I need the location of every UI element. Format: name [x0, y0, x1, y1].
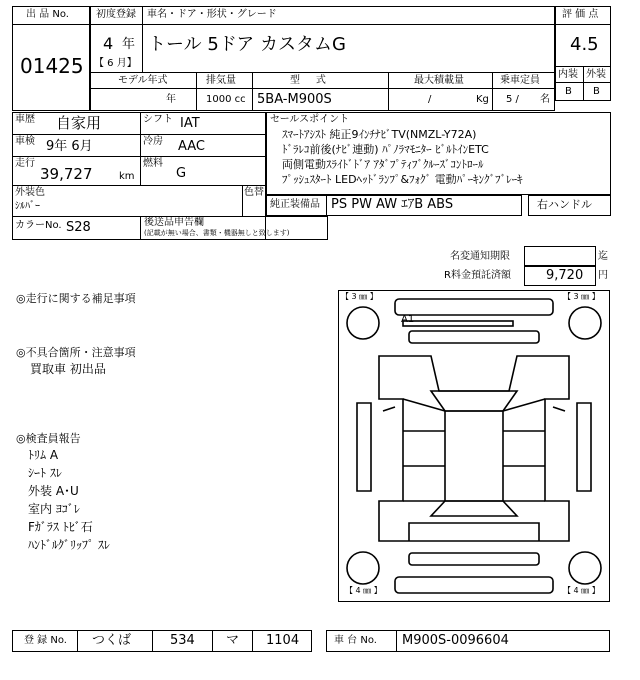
- inspection-label: 車検: [15, 136, 35, 147]
- driving-notes-title: ◎走行に関する補足事項: [16, 292, 136, 305]
- shift-label: シフト: [143, 114, 173, 125]
- car-outline: [339, 291, 609, 601]
- displacement-label: 排気量: [206, 75, 236, 86]
- displacement: 1000 cc: [206, 94, 246, 105]
- history-label: 車歴: [15, 114, 35, 125]
- recycle-label: R料金預託済額: [444, 270, 511, 281]
- handle-value: 右ハンドル: [537, 198, 592, 211]
- color-change-label: 色替: [244, 187, 264, 198]
- notice-label: 名変通知期限: [450, 251, 510, 262]
- sales-line: ﾄﾞﾗﾚｺ前後(ﾅﾋﾞ連動) ﾊﾟﾉﾗﾏﾓﾆﾀｰ ﾋﾞﾙﾄｲﾝETC: [282, 143, 489, 156]
- inspector-line: 室内 ﾖｺﾞﾚ: [28, 502, 80, 516]
- inspector-line: Fｶﾞﾗｽ ﾄﾋﾞ石: [28, 520, 93, 534]
- type-value: 5BA-M900S: [257, 92, 332, 107]
- sales-line: ﾌﾟｯｼｭｽﾀｰﾄ LEDﾍｯﾄﾞﾗﾝﾌﾟ&ﾌｫｸﾞ 電動ﾊﾟｰｷﾝｸﾞﾌﾞﾚｰｷ: [282, 173, 523, 186]
- history-value: 自家用: [56, 114, 102, 132]
- first-reg-label: 初度登録: [96, 9, 136, 20]
- fuel-value: G: [176, 166, 187, 181]
- max-load-sep: /: [428, 94, 432, 105]
- recycle-value: 9,720: [546, 268, 584, 283]
- color-no-label: カラーNo.: [15, 220, 62, 231]
- reg-place: つくば: [92, 633, 132, 648]
- first-reg-year: 4: [103, 34, 114, 53]
- post-label: 後送品申告欄: [144, 217, 204, 228]
- chassis-label: 車 台 No.: [334, 635, 377, 646]
- equip-label: 純正装備品: [270, 199, 320, 210]
- chassis-number: M900S-0096604: [402, 633, 509, 648]
- fuel-label: 燃料: [143, 158, 163, 169]
- sales-label: セールスポイント: [270, 114, 350, 125]
- type-label: 型 式: [290, 75, 326, 86]
- inspector-line: ﾊﾝﾄﾞﾙｸﾞﾘｯﾌﾟ ｽﾚ: [28, 538, 110, 552]
- tire-depth-fl: 【 3 ㎜ 】: [341, 292, 378, 301]
- sales-line: 両側電動ｽﾗｲﾄﾞﾄﾞｱ ｱﾀﾞﾌﾟﾃｨﾌﾞｸﾙｰｽﾞｺﾝﾄﾛｰﾙ: [282, 158, 484, 171]
- recycle-unit: 円: [598, 270, 608, 281]
- defect-text: 買取車 初出品: [30, 362, 106, 376]
- reg-number: 1104: [266, 633, 300, 648]
- capacity-value: 5 /: [506, 94, 519, 105]
- interior-label: 内装: [558, 69, 578, 80]
- reg-class: 534: [170, 633, 195, 648]
- first-reg-year-unit: 年: [122, 37, 136, 52]
- shift-value: IAT: [180, 116, 200, 131]
- mileage-value: 39,727: [40, 165, 93, 183]
- car-name: トール 5ドア カスタムG: [148, 34, 346, 55]
- inspector-line: 外装 A･U: [28, 484, 79, 498]
- lot-number: 01425: [20, 54, 84, 78]
- score-value: 4.5: [570, 34, 599, 55]
- reg-kana: マ: [226, 633, 240, 648]
- defect-notes-title: ◎不具合箇所・注意事項: [16, 346, 136, 359]
- sales-line: ｽﾏｰﾄｱｼｽﾄ 純正9ｲﾝﾁﾅﾋﾞTV(NMZL-Y72A): [282, 128, 477, 141]
- mileage-unit: km: [119, 171, 135, 182]
- equip-value: PS PW AW ｴｱB ABS: [331, 197, 454, 212]
- model-year-unit: 年: [166, 94, 176, 105]
- max-load-unit: Kg: [476, 94, 489, 105]
- car-diagram: [338, 290, 610, 602]
- color-no-value: S28: [66, 220, 91, 235]
- car-name-label: 車名・ドア・形状・グレード: [147, 9, 277, 20]
- inspector-title: ◎検査員報告: [16, 432, 81, 445]
- tire-depth-rl: 【 4 ㎜ 】: [345, 586, 382, 595]
- damage-mark: A1: [401, 314, 415, 325]
- tire-depth-fr: 【 3 ㎜ 】: [563, 292, 600, 301]
- inspection-value: 9年 6月: [46, 139, 93, 154]
- notice-unit: 迄: [598, 251, 608, 262]
- tire-depth-rr: 【 4 ㎜ 】: [563, 586, 600, 595]
- post-note: (記載が無い場合、書類・機器無しと致します): [144, 229, 290, 237]
- first-reg-month: 【 6 月】: [94, 58, 137, 69]
- mileage-label: 走行: [15, 158, 35, 169]
- interior-score: B: [565, 86, 572, 97]
- ac-label: 冷房: [143, 136, 163, 147]
- notice-box: [524, 246, 596, 266]
- max-load-label: 最大積載量: [414, 75, 464, 86]
- capacity-unit: 名: [540, 94, 550, 105]
- inspector-line: ｼｰﾄ ｽﾚ: [28, 466, 62, 480]
- inspector-line: ﾄﾘﾑ A: [28, 448, 59, 462]
- ext-color-value: ｼﾙﾊﾞｰ: [15, 201, 40, 212]
- ac-value: AAC: [178, 139, 205, 154]
- exterior-label: 外装: [586, 69, 606, 80]
- exterior-score: B: [593, 86, 600, 97]
- reg-label: 登 録 No.: [24, 635, 67, 646]
- ext-color-label: 外装色: [15, 187, 45, 198]
- score-label: 評 価 点: [562, 9, 599, 20]
- model-year-label: モデル年式: [118, 75, 168, 86]
- lot-label: 出 品 No.: [26, 9, 69, 20]
- capacity-label: 乗車定員: [500, 75, 540, 86]
